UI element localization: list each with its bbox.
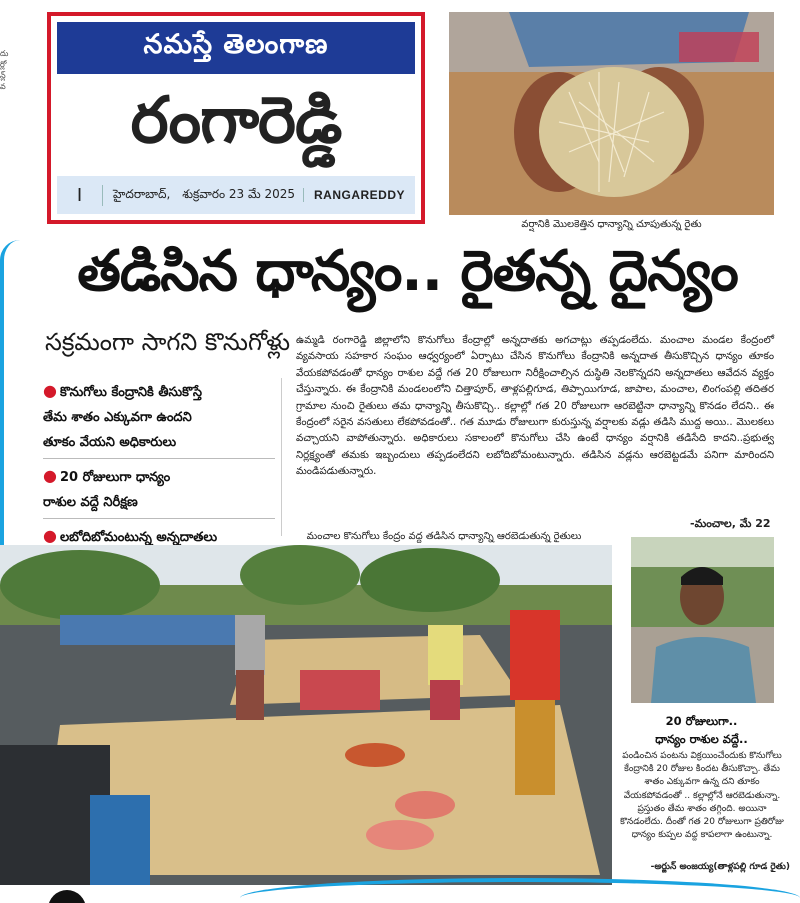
highlights-list — [43, 378, 275, 558]
bullet-dot-icon: ● — [43, 526, 57, 545]
drying-grain-illustration — [0, 545, 612, 885]
paper-name: నమస్తే తెలంగాణ — [57, 22, 415, 74]
farmer-portrait-illustration — [631, 537, 774, 703]
bullet-dot-icon: ● — [43, 466, 57, 485]
side-story-signature: -అర్జున్ అంజయ్య(తాళ్లపల్లి గూడ రైతు) — [650, 862, 790, 872]
highlight-item: ● కొనుగోలు కేంద్రానికి తీసుకొస్తే తేమ శాతం ఎక్కువగా ఉందని తూకం వేయని అధికారులు — [43, 378, 275, 459]
fragment-line: న్ల్ — [0, 71, 6, 80]
edition-title: రంగారెడ్డి — [130, 83, 342, 158]
article-dateline: -మంచాల, మే 22 — [690, 517, 771, 530]
farmer-portrait — [631, 537, 774, 703]
adjacent-article-fragment — [0, 48, 14, 92]
headline: తడిసిన ధాన్యం.. రైతన్న దైన్యం — [77, 238, 738, 304]
article-body: ఉమ్మడి రంగారెడ్డి జిల్లాలోని కొనుగోలు కేంద్రాల్లో అన్నదాతకు అగచాట్లు తప్పడంలేదు. మంచాల మండల కేంద్రంలో వ్యవసాయ సహకార సంఘం ఆధ్వర్యంలో ఏర్పాటు చేసిన కొనుగోలు కేంద్రానికి అన్నదాత తీసుకొచ్చిన ధాన్యం తూకం వేయకపోవడంతో ధాన్యం రాశుల వద్దే గత 20 రోజులుగా నిరీక్షించాల్సిన దుస్థితి నెలకొన్నదని అన్నదాతలు ఆవేదన వ్యక్తం చేస్తున్నారు. ఈ కేంద్రానికి మండలంలోని చిత్తాపూర్, తాళ్లపల్లిగూడ, తిప్పాయిగూడ, జాపాల, మంచాల, లింగంపల్లి తదితర గ్రామాల నుంచి రైతులు తమ ధాన్యాన్ని తీసుకొచ్చి.. కల్లాల్లో గత 20 రోజులుగా ఆరబెట్టినా ధాన్యాన్ని కొనడం లేదని.. ఈ కేంద్రంలో సరైన వసతులు లేకపోవడంతో.. గత మూడు రోజులుగా కురుస్తున్న వర్షాలకు వడ్లు తడిసి ముద్ద అయి.. మొలకలు వచ్చాయని వాపోతున్నారు. అధికారులు సకాలంలో కొనుగోలు చేసి ఉంటే ధాన్యం వర్షానికి తడిసేది కాదని..ప్రభుత్వ నిర్లక్ష్యంతో తమకు ఇబ్బందులు తప్పడంలేదని లబోదిబోమంటున్నారు. తడిసిన వడ్లను ఆరబెట్టడమే పనిగా మారిందని మండిపడుతున్నారు. — [296, 335, 774, 478]
column-divider — [281, 378, 282, 536]
subheadline: సక్రమంగా సాగని కొనుగోళ్లు — [45, 328, 291, 356]
sprouted-grain-photo — [449, 12, 774, 215]
masthead-dateline — [57, 176, 415, 214]
side-story-body: పండించిన పంటను విక్రయించేందుకు కొనుగోలు కేంద్రానికి 20 రోజుల కిందట తీసుకొచ్చా. తేమ శాతం ఎక్కువగా ఉన్న దని తూకం వేయకపోవడంతో .. కల్లాల్లోనే ఆరబెడుతున్నా. ప్రస్తుతం తేమ శాతం తగ్గింది. అయినా కొనడంలేదు. దీంతో గత 20 రోజులుగా ప్రతిరోజు ధాన్యం కుప్పల వద్ద కాపలాగా ఉంటున్నా. — [620, 751, 784, 841]
fragment-line: వ — [0, 82, 6, 91]
main-photo-caption: మంచాల కొనుగోలు కేంద్రం వద్ద తడిసిన ధాన్యాన్ని ఆరబెడుతున్న రైతులు — [306, 531, 582, 542]
bullet-dot-icon: ● — [43, 381, 57, 400]
highlight-item: ● లబోదిబోమంటున్న అన్నదాతలు — [43, 523, 275, 554]
side-story-title: 20 రోజులుగా.. ధాన్యం రాశుల వద్దే.. — [655, 714, 748, 746]
decorative-blob — [48, 890, 86, 903]
sprouted-grain-illustration — [449, 12, 774, 215]
drying-grain-photo — [0, 545, 612, 885]
fragment-line: దు — [0, 49, 9, 58]
dateline-city: హైదరాబాద్, — [113, 186, 171, 201]
masthead — [47, 12, 425, 224]
highlight-item: ● 20 రోజులుగా ధాన్యం రాశుల వద్దే నిరీక్షణ — [43, 463, 275, 519]
sprouted-grain-caption: వర్షానికి మొలకెత్తిన ధాన్యాన్ని చూపుతున్న రైతు — [521, 219, 702, 230]
fragment-line: ర్లో — [0, 60, 7, 69]
dateline-date: శుక్రవారం 23 మే 2025 — [182, 186, 296, 201]
edition-code: RANGAREDDY — [303, 188, 415, 202]
dateline-bar-glyph: I — [57, 185, 103, 206]
